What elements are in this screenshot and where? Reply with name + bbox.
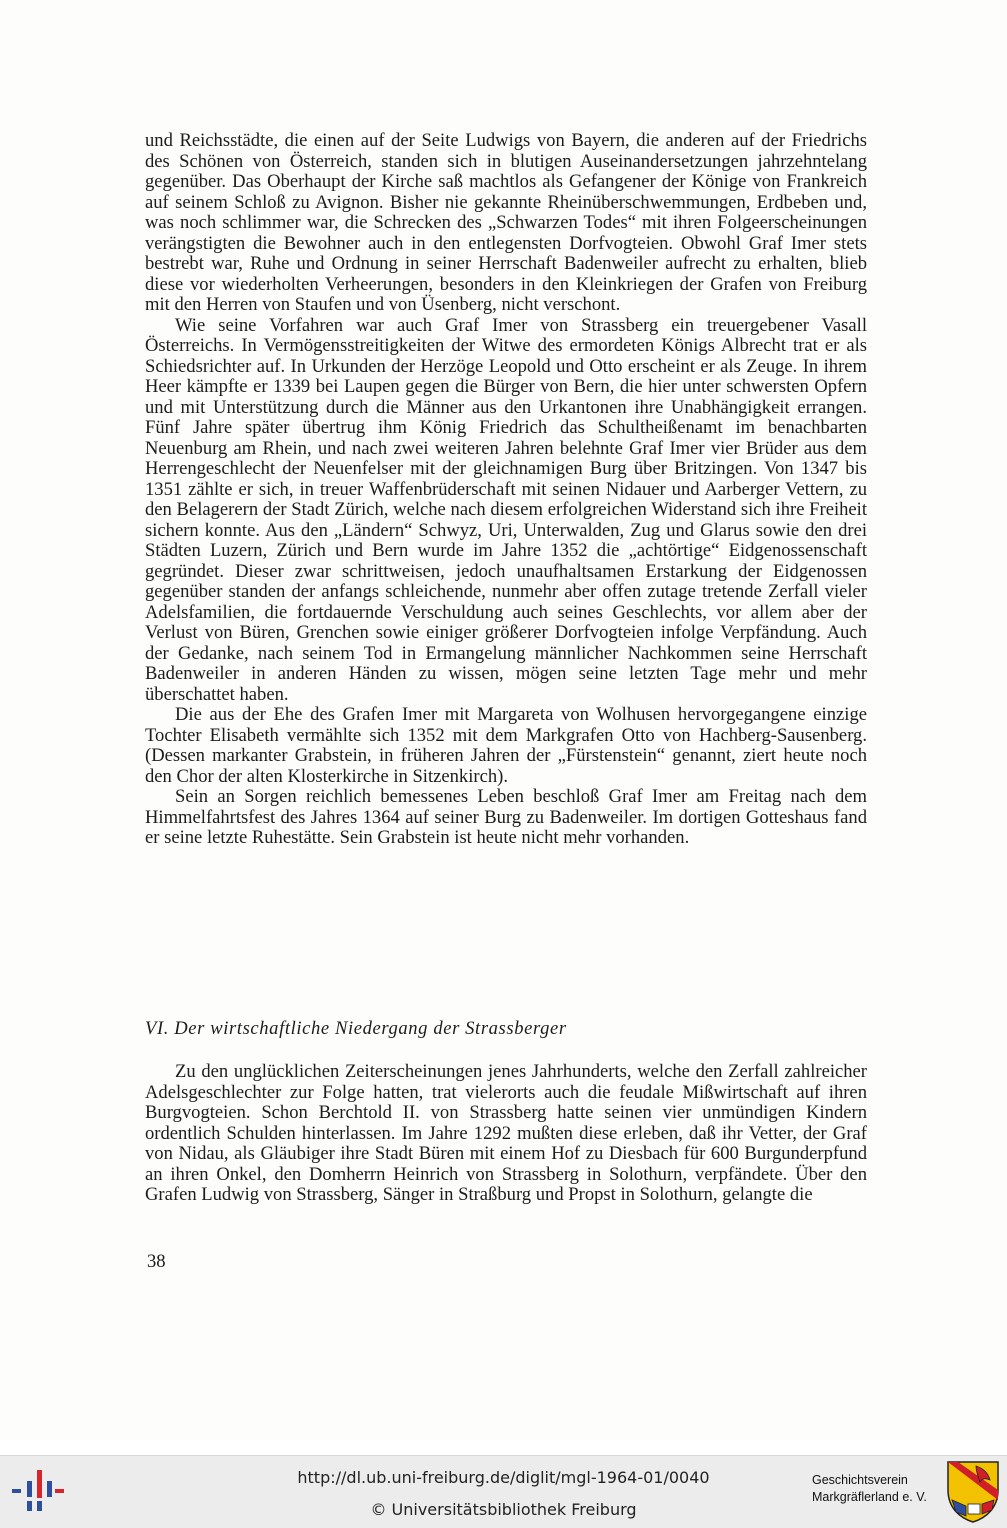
copyright-notice: © Universitätsbibliothek Freiburg xyxy=(370,1500,637,1519)
society-line: Geschichtsverein xyxy=(812,1473,908,1487)
paragraph: Sein an Sorgen reichlich bemessenes Leben beschloß Graf Imer am Freitag nach dem Himmelfahrtsfest des Jahres 1364 auf seiner Burg zu Badenweiler. Im dortigen Gotteshaus fand er seine letzte Ruhestätte. Sein Grabstein ist heute nicht mehr vorhanden. xyxy=(145,786,867,848)
body-text-bottom xyxy=(145,1062,867,1206)
paragraph: und Reichsstädte, die einen auf der Seite Ludwigs von Bayern, die anderen auf der Friedrichs des Schönen von Österreich, standen sich in blutigen Auseinandersetzungen jahrzehntelang gegenüber. Das Oberhaupt der Kirche saß machtlos als Gefangener der Könige von Frankreich auf seinem Schloß zu Avignon. Bisher nie gekannte Rheinüberschwemmungen, Erdbeben und, was noch schlimmer war, die Schrecken des „Schwarzen Todes“ mit ihren Folgeerscheinungen verängstigten die Bewohner auch in den entlegensten Dorfvogteien. Obwohl Graf Imer stets bestrebt war, Ruhe und Ordnung in seiner Herrschaft Badenweiler aufrecht zu erhalten, blieb diese vor wiederholten Verheerungen, besonders in den Kleinkriegen der Grafen von Freiburg mit den Herren von Staufen und von Üsenberg, nicht verschont. xyxy=(145,130,867,315)
viewer-footer xyxy=(0,1455,1007,1528)
paragraph: Zu den unglücklichen Zeiterscheinungen jenes Jahrhunderts, welche den Zerfall zahlreicher Adelsgeschlechter zur Folge hatten, trat vielerorts auch die feudale Mißwirtschaft auf ihren Burgvogteien. Schon Berchtold II. von Strassberg hatte seinen vier unmündigen Kindern ordentlich Schulden hinterlassen. Im Jahre 1292 mußten diese erleben, daß ihr Vetter, der Graf von Nidau, als Gläubiger ihre Stadt Büren mit einem Hof zu Diesbach für 600 Burgunderpfund an ihren Onkel, den Domherrn Heinrich von Strassberg in Solothurn, verpfändete. Über den Grafen Ludwig von Strassberg, Sänger in Straßburg und Propst in Solothurn, gelangte die xyxy=(145,1061,867,1205)
section-heading: VI. Der wirtschaftliche Niedergang der Strassberger xyxy=(145,1018,567,1039)
page-number: 38 xyxy=(147,1251,166,1272)
document-url-link[interactable]: http://dl.ub.uni-freiburg.de/diglit/mgl-1964-01/0040 xyxy=(297,1468,710,1487)
society-name xyxy=(812,1472,942,1506)
coat-of-arms-icon[interactable] xyxy=(946,1460,1000,1524)
body-text-top xyxy=(145,131,867,849)
society-line: Markgräflerland e. V. xyxy=(812,1490,927,1504)
paragraph: Wie seine Vorfahren war auch Graf Imer von Strassberg ein treuergebener Vasall Österreichs. In Vermögensstreitigkeiten der Witwe des ermordeten Königs Albrecht trat er als Schiedsrichter auf. In Urkunden der Herzöge Leopold und Otto erscheint er als Zeuge. In ihrem Heer kämpfte er 1339 bei Laupen gegen die Bürger von Bern, die hier unter schwersten Opfern und mit Unterstützung durch die Männer aus den Urkantonen ihre Unabhängigkeit errangen. Fünf Jahre später übertrug ihm König Friedrich das Schultheißenamt im benachbarten Neuenburg am Rhein, und nach zwei weiteren Jahren belehnte Graf Imer vier Brüder aus dem Herrengeschlecht der Neuenfelser mit der gleichnamigen Burg über Britzingen. Von 1347 bis 1351 zählte er sich, in treuer Waffenbrüderschaft mit seinen Nidauer und Aarberger Vettern, zu den Belagerern der Stadt Zürich, welche nach diesem erfolgreichen Widerstand sich ihre Freiheit sichern konnte. Aus den „Ländern“ Schwyz, Uri, Unterwalden, Zug und Glarus sowie den drei Städten Luzern, Zürich und Bern wurde im Jahre 1352 die „achtörtige“ Eidgenossenschaft gegründet. Dieser zwar schrittweisen, jedoch unaufhaltsamen Erstarkung der Eidgenossen gegenüber standen der anfangs schleichende, nunmehr aber offen zutage tretende Zerfall vieler Adelsfamilien, die fortdauernde Verschuldung auch seines Geschlechts, vor allem aber der Verlust von Büren, Grenchen sowie einiger größerer Dorfvogteien infolge Verpfändung. Auch der Gedanke, nach seinem Tod in Ermangelung männlicher Nachkommen seine Herrschaft Badenweiler in anderen Händen zu wissen, mögen seine letzten Tage mehr und mehr überschattet haben. xyxy=(145,314,867,705)
paragraph: Die aus der Ehe des Grafen Imer mit Margareta von Wolhusen hervorgegangene einzige Tochter Elisabeth vermählte sich 1352 mit dem Markgrafen Otto von Hachberg-Sausenberg. (Dessen markanter Grabstein, in früheren Jahren der „Fürstenstein“ genannt, ziert heute noch den Chor der alten Klosterkirche in Sitzenkirch). xyxy=(145,704,867,787)
